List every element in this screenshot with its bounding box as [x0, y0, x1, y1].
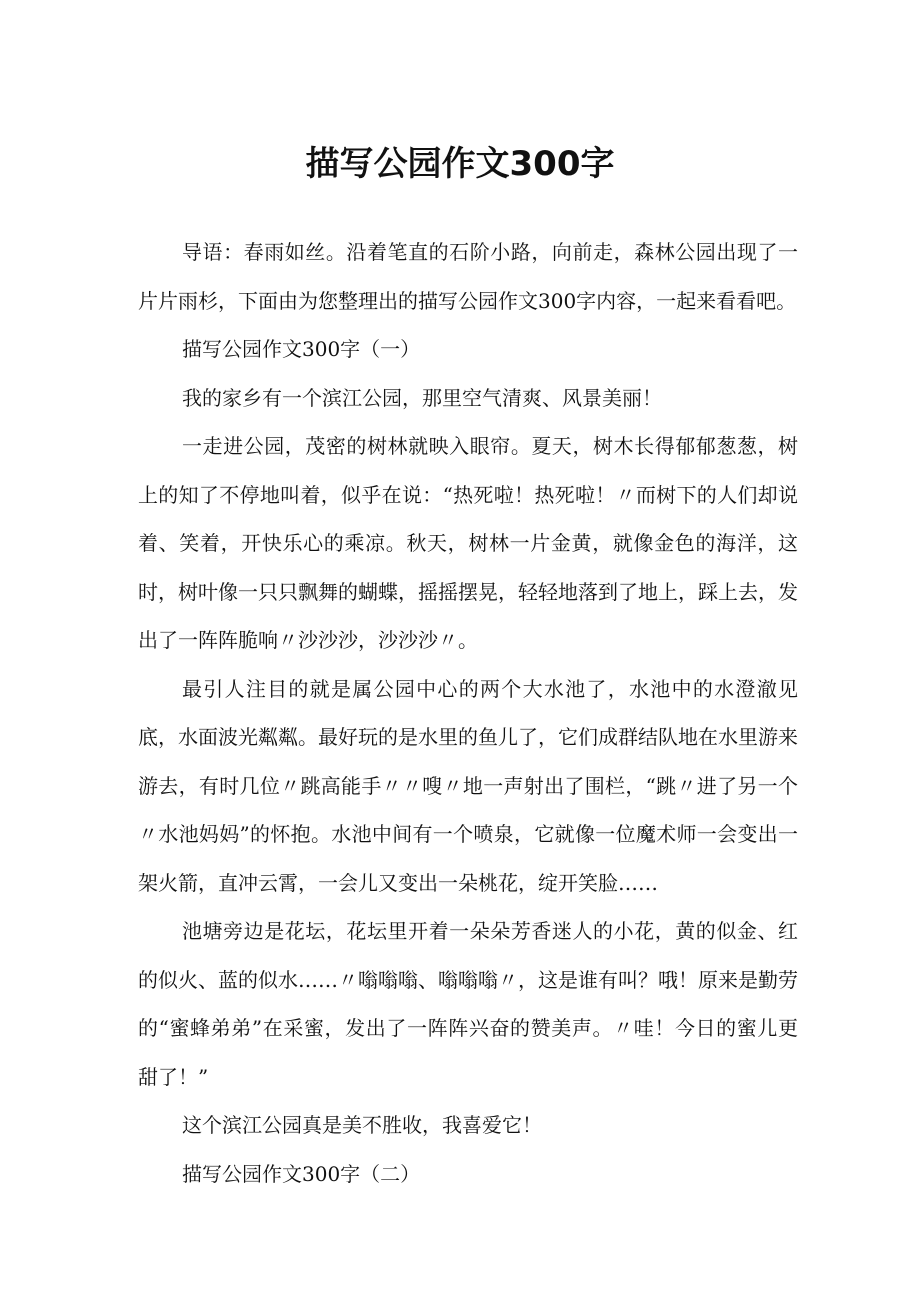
paragraph: 这个滨江公园真是美不胜收，我喜爱它！	[182, 1113, 542, 1137]
document-body	[138, 228, 798, 1198]
section-heading-two: 描写公园作文300字（二）	[182, 1161, 421, 1186]
intro-paragraph: 导语：春雨如丝。沿着笔直的石阶小路，向前走，森林公园出现了一片片雨杉，下面由为您整理出的描写公园作文300字内容，一起来看看吧。	[138, 240, 798, 313]
paragraph: 我的家乡有一个滨江公园，那里空气清爽、风景美丽！	[182, 385, 662, 410]
paragraph: 池塘旁边是花坛，花坛里开着一朵朵芳香迷人的小花，黄的似金、红的似火、蓝的似水……〃嗡嗡嗡、嗡嗡嗡〃，这是谁有叫？哦！原来是勤劳的“蜜蜂弟弟”在采蜜，发出了一阵阵兴奋的赞美声。〃哇！今日的蜜儿更甜了！”	[138, 919, 798, 1089]
paragraph: 一走进公园，茂密的树林就映入眼帘。夏天，树木长得郁郁葱葱，树上的知了不停地叫着，似乎在说：“热死啦！热死啦！〃而树下的人们却说着、笑着，开快乐心的乘凉。秋天，树林一片金黄，就像金色的海洋，这时，树叶像一只只飘舞的蝴蝶，摇摇摆晃，轻轻地落到了地上，踩上去，发出了一阵阵脆响〃沙沙沙，沙沙沙〃。	[138, 434, 798, 652]
section-heading-one: 描写公园作文300字（一）	[182, 337, 421, 361]
document-title: 描写公园作文300字	[305, 144, 615, 184]
paragraph: 最引人注目的就是属公园中心的两个大水池了，水池中的水澄澈见底，水面波光粼粼。最好玩的是水里的鱼儿了，它们成群结队地在水里游来游去，有时几位〃跳高能手〃〃嗖〃地一声射出了围栏，“跳〃进了另一个〃水池妈妈”的怀抱。水池中间有一个喷泉，它就像一位魔术师一会变出一架火箭，直冲云霄，一会儿又变出一朵桃花，绽开笑脸……	[138, 676, 798, 895]
